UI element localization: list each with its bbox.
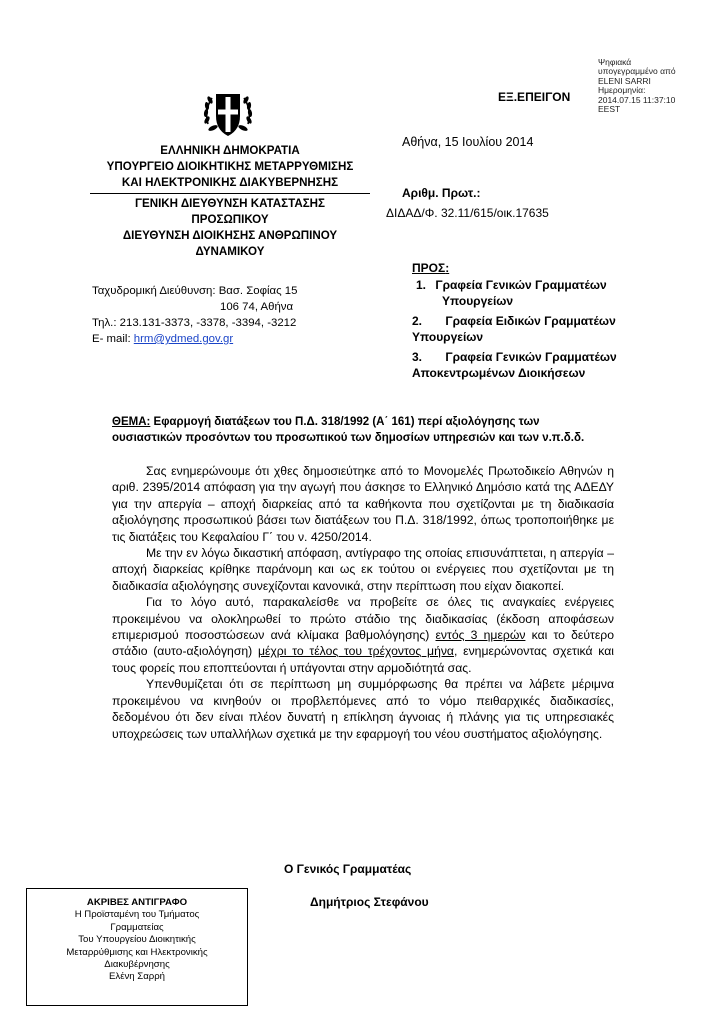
recipient-3 xyxy=(412,349,617,365)
header-divider xyxy=(90,193,370,194)
signer-title: Ο Γενικός Γραμματέας xyxy=(284,862,412,876)
signature-line: ELENI SARRI xyxy=(598,75,651,86)
recipient-name: Γραφεία Γενικών Γραμματέων xyxy=(435,278,607,292)
letter-body xyxy=(112,463,614,742)
body-paragraph xyxy=(112,594,614,676)
contact-block xyxy=(92,283,297,347)
issuer-line: ΚΑΙ ΗΛΕΚΤΡΟΝΙΚΗΣ ΔΙΑΚΥΒΕΡΝΗΣΗΣ xyxy=(121,176,339,189)
recipient-number: 1. xyxy=(416,278,427,292)
subject-block xyxy=(112,414,612,446)
signature-line: EEST xyxy=(598,104,621,115)
recipient-3-cont: Αποκεντρωμένων Διοικήσεων xyxy=(412,366,586,380)
certified-copy-line: Του Υπουργείου Διοικητικής xyxy=(78,934,196,946)
certified-copy-line: Μεταρρύθμισης και Ηλεκτρονικής xyxy=(66,946,208,958)
issuer-line: ΠΡΟΣΩΠΙΚΟΥ xyxy=(191,213,269,226)
recipients-label-text: ΠΡΟΣ xyxy=(412,261,446,275)
certified-copy-line: Η Προϊσταμένη του Τμήματος xyxy=(74,909,200,921)
issuer-line: ΔΙΕΥΘΥΝΣΗ ΔΙΟΙΚΗΣΗΣ ΑΝΘΡΩΠΙΝΟΥ xyxy=(122,229,338,242)
certified-copy-title: ΑΚΡΙΒΕΣ ΑΝΤΙΓΡΑΦΟ xyxy=(86,897,188,908)
issuer-line: ΥΠΟΥΡΓΕΙΟ ΔΙΟΙΚΗΤΙΚΗΣ ΜΕΤΑΡΡΥΘΜΙΣΗΣ xyxy=(106,160,354,173)
recipient-name: Γραφεία Ειδικών Γραμματέων xyxy=(445,314,616,328)
email-line xyxy=(92,331,297,347)
protocol-label: Αριθμ. Πρωτ.: xyxy=(402,186,481,200)
issuer-line: ΔΥΝΑΜΙΚΟΥ xyxy=(195,245,265,258)
certified-copy-line: Διακυβέρνησης xyxy=(104,959,170,971)
recipient-number: 3. xyxy=(412,350,423,364)
signature-line: Ψηφιακά xyxy=(598,57,632,67)
protocol-number: ΔΙΔΑΔ/Φ. 32.11/615/οικ.17635 xyxy=(386,206,549,220)
subject-label: ΘΕΜΑ: xyxy=(112,416,151,428)
recipients-colon: : xyxy=(445,261,450,275)
urgency-marker: ΕΞ.ΕΠΕΙΓΟΝ xyxy=(498,90,571,104)
issuer-header xyxy=(90,143,370,260)
certified-copy-line: Γραμματείας xyxy=(110,921,164,933)
body-paragraph: Υπενθυμίζεται ότι σε περίπτωση μη συμμόρφωσης θα πρέπει να λάβετε μέριμνα προκειμένου να κινηθούν οι προβλεπόμενες από το νόμο πειθαρχικές διαδικασίες, δεδομένου ότι δεν είναι πλέον δυνατή η επίκληση άγνοιας ή πλάνης για τις υπηρεσιακές υποχρεώσεις των υπαλλήλων σχετικά με την εφαρμογή του νέου συστήματος αξιολόγησης. xyxy=(112,677,614,741)
paragraph-text: και το δεύτερο στάδιο (αυτο-αξιολόγηση) xyxy=(112,628,614,659)
recipient-1-cont: Υπουργείων xyxy=(442,294,514,308)
recipient-number: 2. xyxy=(412,314,423,328)
email-label: E- mail: xyxy=(92,333,134,345)
issuer-line: ΕΛΛΗΝΙΚΗ ΔΗΜΟΚΡΑΤΙΑ xyxy=(160,144,300,157)
certified-copy-box xyxy=(26,888,248,1006)
recipient-name: Γραφεία Γενικών Γραμματέων xyxy=(445,350,617,364)
digital-signature-block xyxy=(598,58,718,114)
subject-text: Εφαρμογή διατάξεων του Π.Δ. 318/1992 (Α΄ 161) περί αξιολόγησης των xyxy=(150,416,540,428)
recipient-2 xyxy=(412,313,616,329)
recipient-2-cont: Υπουργείων xyxy=(412,330,484,344)
signature-line: υπογεγραμμένο από xyxy=(598,66,676,77)
signer-name: Δημήτριος Στεφάνου xyxy=(310,895,429,909)
paragraph-text: Για το λόγο αυτό, παρακαλείσθε να προβείτε σε όλες τις αναγκαίες ενέργειες προκειμένου να ολοκληρωθεί το πρώτο στάδιο της διαδικασίας (έκδοση αποφάσεων επιμερισμού ποσοστώσεων ανά κλίμακα βαθμολόγησης) xyxy=(112,595,614,643)
subject-line-2: ουσιαστικών προσόντων του προσωπικού των δημοσίων υπηρεσιών και των ν.π.δ.δ. xyxy=(112,432,585,444)
email-link[interactable]: hrm@ydmed.gov.gr xyxy=(133,333,234,345)
recipient-1 xyxy=(416,277,607,293)
body-paragraph: Σας ενημερώνουμε ότι χθες δημοσιεύτηκε από το Μονομελές Πρωτοδικείο Αθηνών η αριθ. 2395/2014 απόφαση για την αγωγή που άσκησε το Ελληνικό Δημόσιο κατά της ΑΔΕΔΥ για την απεργία – αποχή διαρκείας από τα καθήκοντα που σχετίζονται με τη διαδικασία αξιολόγησης προσωπικού βάσει των διατάξεων του Π.Δ. 318/1992, όπως τροποποιήθηκε με τις διατάξεις του Κεφαλαίου Γ΄ του ν. 4250/2014. xyxy=(112,464,614,544)
signature-line: 2014.07.15 11:37:10 xyxy=(598,94,676,105)
greek-coat-of-arms-icon xyxy=(198,82,258,142)
recipients-label xyxy=(412,261,449,275)
phone-numbers: Τηλ.: 213.131-3373, -3378, -3394, -3212 xyxy=(92,317,297,329)
postal-code: 106 74, Αθήνα xyxy=(220,301,294,313)
certified-copy-line: Ελένη Σαρρή xyxy=(109,971,165,983)
postal-address: Ταχυδρομική Διεύθυνση: Βασ. Σοφίας 15 xyxy=(92,285,298,297)
issuer-line: ΓΕΝΙΚΗ ΔΙΕΥΘΥΝΣΗ ΚΑΤΑΣΤΑΣΗΣ xyxy=(135,197,325,210)
signature-line: Ημερομηνία: xyxy=(598,85,646,96)
paragraph-text: , ενημερώνοντας σχετικά και τους φορείς που εποπτεύονται ή υπάγονται στην αρμοδιότητά σας. xyxy=(112,644,614,675)
document-date: Αθήνα, 15 Ιουλίου 2014 xyxy=(402,135,534,149)
deadline-text: μέχρι το τέλος του τρέχοντος μήνα xyxy=(257,644,454,659)
deadline-text: εντός 3 ημερών xyxy=(435,628,526,643)
subject-line-1 xyxy=(112,414,612,430)
body-paragraph: Με την εν λόγω δικαστική απόφαση, αντίγραφο της οποίας επισυνάπτεται, η απεργία – αποχή διαρκείας κρίθηκε παράνομη και ως εκ τούτου οι ενέργειες που σχετίζονται με τη διαδικασία αξιολόγησης συνεχίζονται κανονικά, στην περίπτωση που είχαν διακοπεί. xyxy=(112,546,614,593)
